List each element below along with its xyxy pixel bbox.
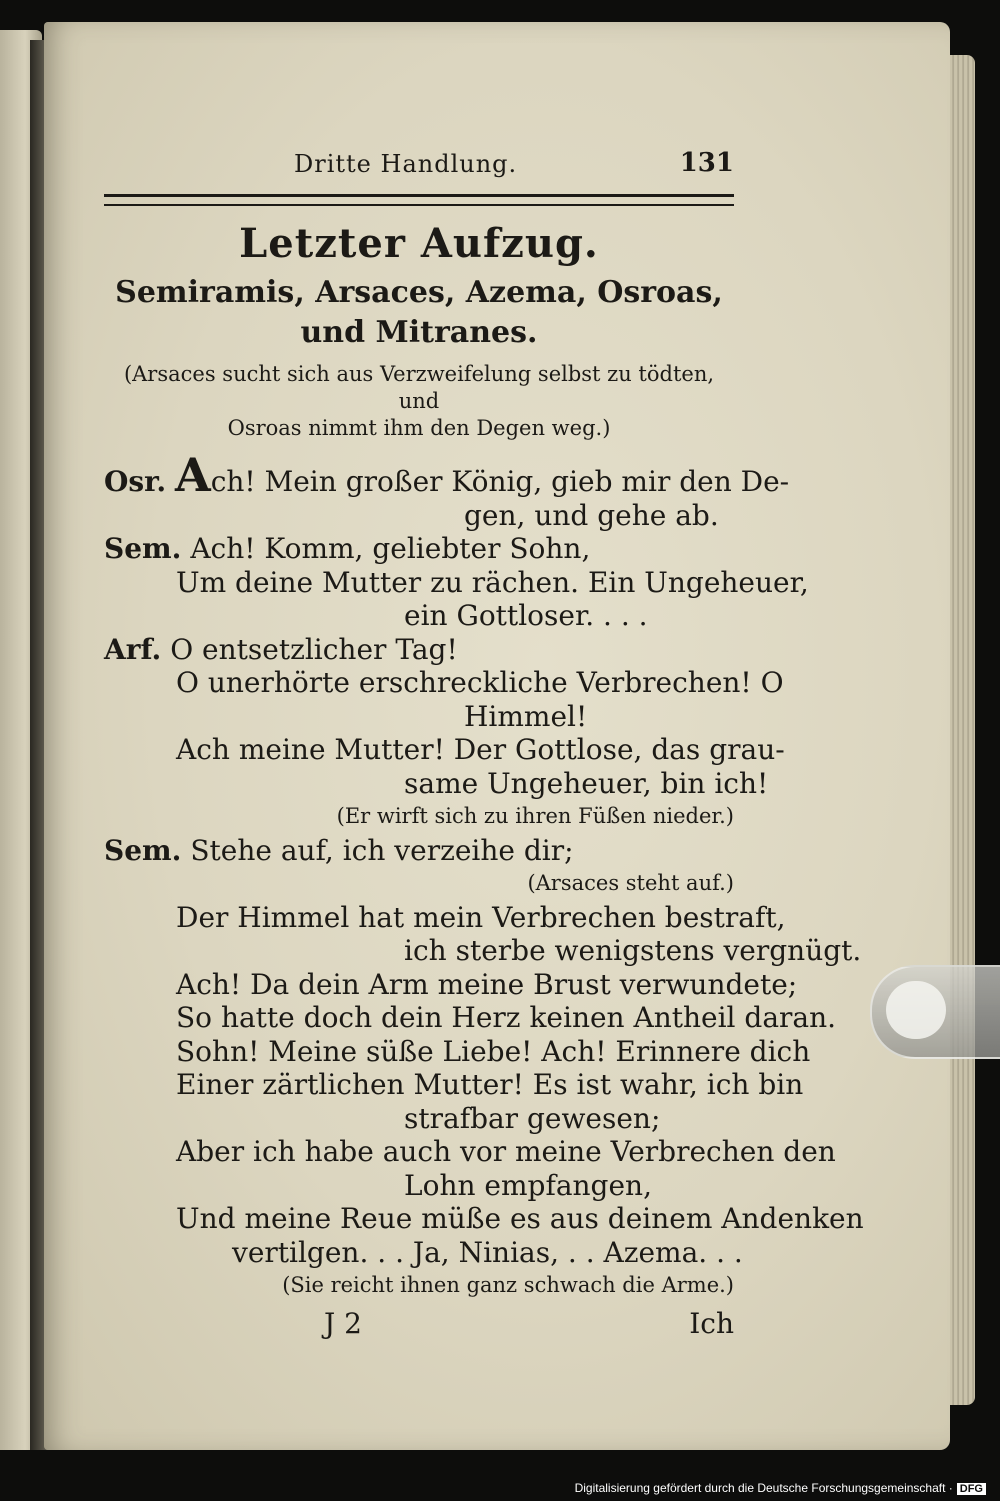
speech-line: Und meine Reue müße es aus deinem Andenken bbox=[176, 1202, 864, 1235]
speech-line bbox=[104, 834, 734, 868]
speech-line: So hatte doch dein Herz keinen Antheil daran. bbox=[176, 1001, 837, 1034]
running-head bbox=[104, 142, 734, 182]
speech-line: strafbar gewesen; bbox=[404, 1101, 661, 1135]
stage-direction bbox=[104, 361, 734, 442]
credit-text: Digitalisierung gefördert durch die Deutsche Forschungsgemeinschaft · bbox=[574, 1481, 953, 1495]
stage-direction: (Er wirft sich zu ihren Füßen nieder.) bbox=[336, 804, 734, 828]
book-page bbox=[44, 22, 950, 1450]
speech-line: Lohn empfangen, bbox=[404, 1168, 652, 1202]
page-footer bbox=[104, 1307, 734, 1347]
digitization-credit bbox=[575, 1481, 986, 1495]
speech-line bbox=[104, 633, 734, 667]
speech-line: Aber ich habe auch vor meine Verbrechen den bbox=[176, 1135, 836, 1168]
speech-line: Der Himmel hat mein Verbrechen bestraft, bbox=[176, 900, 786, 934]
speech-line: Einer zärtlichen Mutter! Es ist wahr, ich bin bbox=[176, 1068, 804, 1101]
drop-cap: A bbox=[175, 448, 211, 502]
speech-line: gen, und gehe ab. bbox=[464, 498, 719, 532]
scene-title: Letzter Aufzug. bbox=[239, 220, 599, 267]
speaker-label: Sem. bbox=[104, 833, 182, 867]
stage-direction: (Sie reicht ihnen ganz schwach die Arme.) bbox=[282, 1273, 734, 1297]
verse-text: Ach! Komm, geliebter Sohn, bbox=[190, 532, 591, 565]
speech-line: same Ungeheuer, bin ich! bbox=[404, 766, 769, 800]
verse-text: Stehe auf, ich verzeihe dir; bbox=[190, 833, 574, 867]
verse-text: ch! Mein großer König, gieb mir den De- bbox=[210, 465, 790, 498]
speech-line: Ach meine Mutter! Der Gottlose, das grau- bbox=[176, 733, 785, 766]
clip-highlight bbox=[886, 981, 946, 1039]
stage-line: Osroas nimmt ihm den Degen weg.) bbox=[227, 416, 611, 440]
verse-text: O entsetzlicher Tag! bbox=[170, 632, 458, 666]
speech-line bbox=[104, 448, 790, 502]
speech-line: Sohn! Meine süße Liebe! Ach! Erinnere dich bbox=[176, 1034, 811, 1068]
stage-line: (Arsaces sucht sich aus Verzweifelung selbst zu tödten, und bbox=[123, 362, 715, 413]
speech-line bbox=[104, 532, 734, 566]
stage-direction: (Arsaces steht auf.) bbox=[527, 871, 734, 895]
speech-line: O unerhörte erschreckliche Verbrechen! O bbox=[176, 666, 784, 699]
dialogue bbox=[104, 448, 864, 1303]
running-head-title: Dritte Handlung. bbox=[294, 150, 518, 178]
speech-line: Himmel! bbox=[464, 699, 588, 733]
dfg-logo: DFG bbox=[957, 1483, 986, 1495]
speech-line: ein Gottloser. . . . bbox=[404, 599, 648, 632]
cast-list bbox=[104, 273, 734, 353]
cast-line: Semiramis, Arsaces, Azema, Osroas, bbox=[115, 275, 723, 310]
speech-line: Ach! Da dein Arm meine Brust verwundete; bbox=[176, 967, 798, 1001]
page-number: 131 bbox=[679, 148, 734, 178]
page-content bbox=[104, 142, 864, 1347]
speech-line: vertilgen. . . Ja, Ninias, . . Azema. . . bbox=[232, 1235, 743, 1269]
speech-line: ich sterbe wenigstens vergnügt. bbox=[404, 934, 862, 967]
cast-line: und Mitranes. bbox=[300, 315, 538, 350]
signature-mark: J 2 bbox=[324, 1306, 362, 1340]
catchword: Ich bbox=[689, 1306, 734, 1340]
speaker-label: Osr. bbox=[104, 465, 167, 498]
head-rule bbox=[104, 194, 734, 206]
speaker-label: Arf. bbox=[104, 632, 162, 666]
page-clip bbox=[870, 965, 1000, 1059]
speaker-label: Sem. bbox=[104, 532, 182, 565]
speech-line: Um deine Mutter zu rächen. Ein Ungeheuer, bbox=[176, 565, 809, 599]
